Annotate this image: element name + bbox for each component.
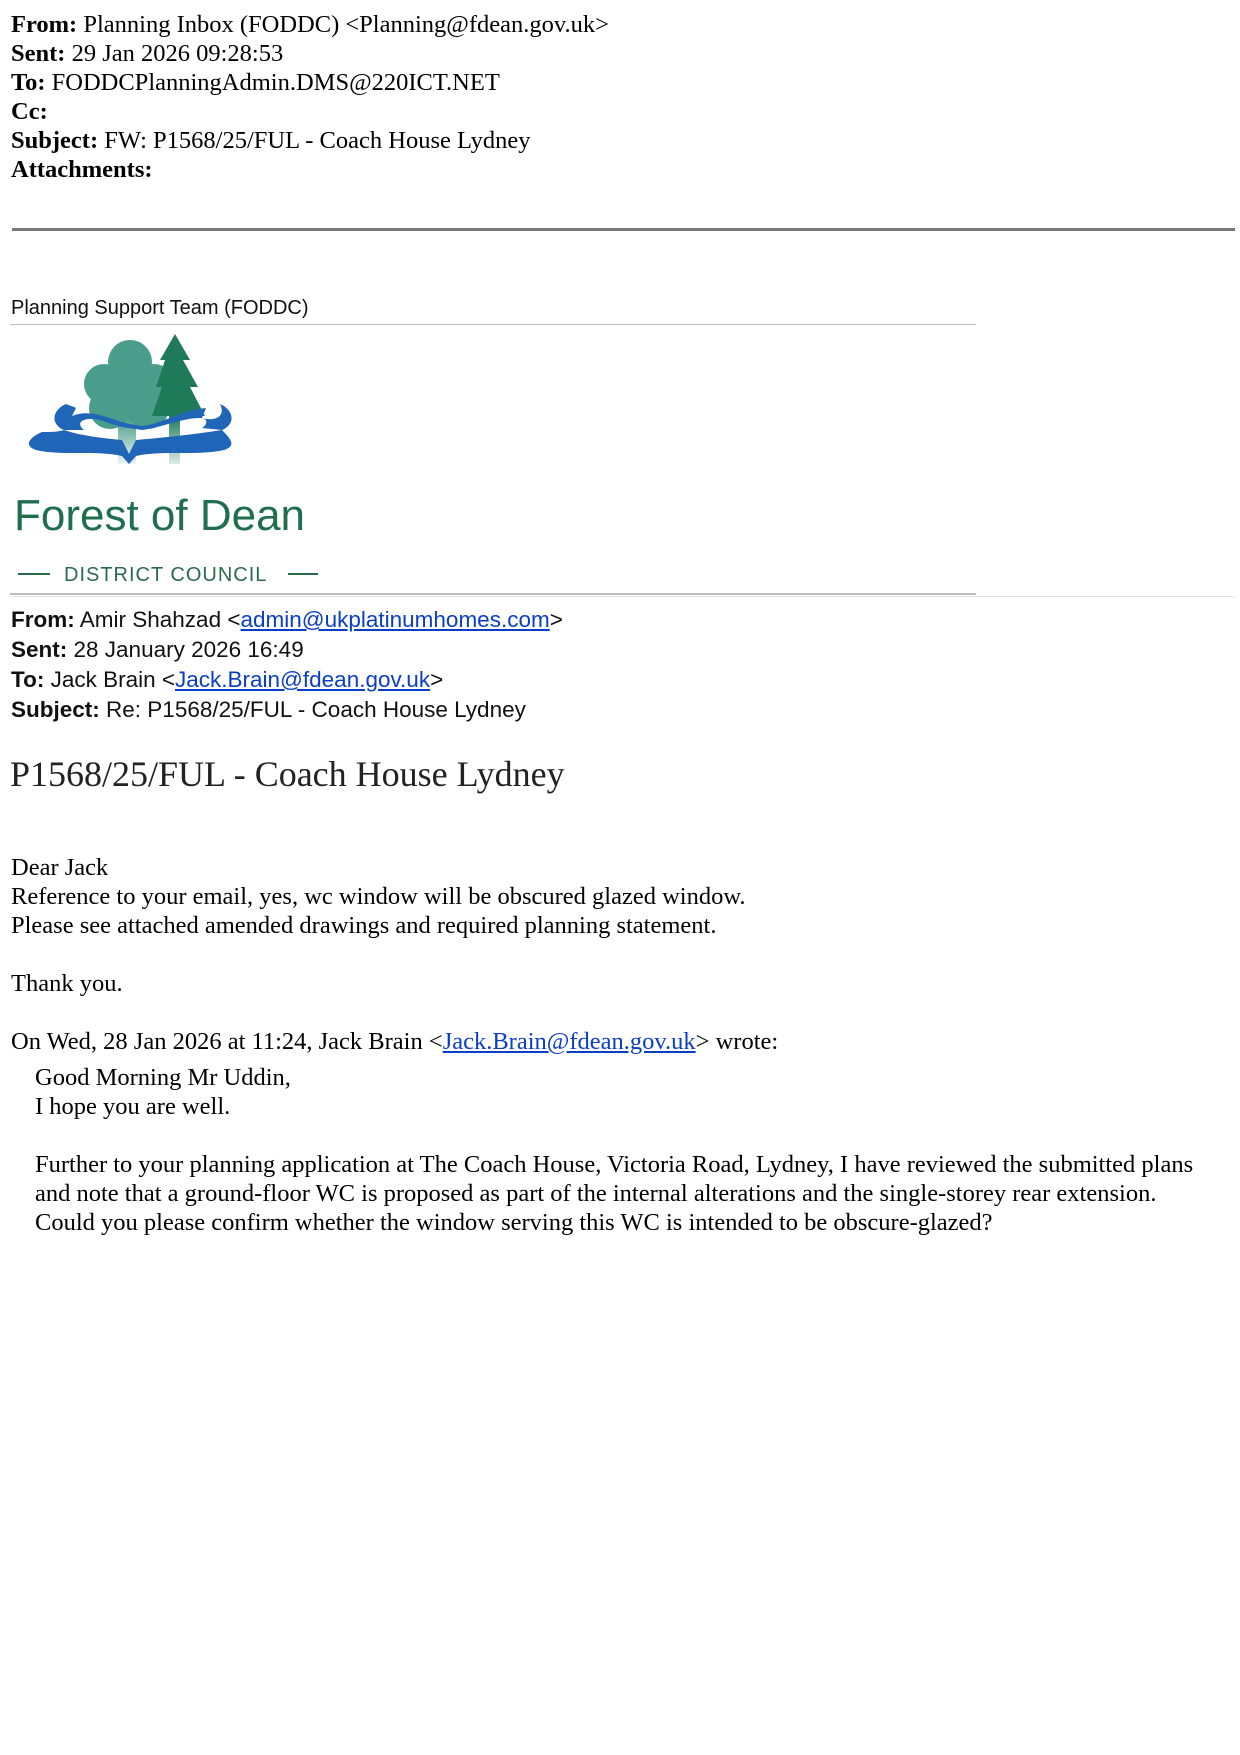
body-greeting: Dear Jack <box>11 854 109 881</box>
outer-from-row <box>11 10 609 39</box>
quote-intro-prefix: On Wed, 28 Jan 2026 at 11:24, Jack Brain < <box>11 1028 443 1055</box>
from-label: From: <box>11 11 78 38</box>
fwd-to-row <box>11 665 563 695</box>
fwd-from-email-link[interactable]: admin@ukplatinumhomes.com <box>240 607 550 632</box>
attachments-label: Attachments: <box>11 156 153 183</box>
quoted-message <box>35 1063 1225 1237</box>
body-line-2: Please see attached amended drawings and required planning statement. <box>11 912 717 939</box>
quoted-greeting: Good Morning Mr Uddin, <box>35 1064 291 1091</box>
quote-intro-suffix: > wrote: <box>695 1028 779 1055</box>
fwd-from-name: Amir Shahzad < <box>79 607 241 632</box>
quoted-para-line-3: Could you please confirm whether the window serving this WC is intended to be obscure-glazed? <box>35 1209 993 1236</box>
fwd-to-label: To: <box>11 667 45 692</box>
sent-label: Sent: <box>11 40 66 67</box>
fwd-from-close: > <box>549 607 563 632</box>
from-value: Planning Inbox (FODDC) <Planning@fdean.gov.uk> <box>83 11 609 38</box>
fwd-sent-value: 28 January 2026 16:49 <box>73 637 304 662</box>
signature-team-name: Planning Support Team (FODDC) <box>11 297 309 319</box>
fwd-subject-label: Subject: <box>11 697 100 722</box>
forward-divider <box>10 596 1235 597</box>
quote-intro <box>11 1027 778 1056</box>
logo-title-text: Forest of Dean <box>14 491 306 540</box>
outer-attachments-row <box>11 155 609 184</box>
body-line-1: Reference to your email, yes, wc window will be obscured glazed window. <box>11 883 746 910</box>
body-thanks: Thank you. <box>11 970 123 997</box>
fwd-from-row <box>11 605 563 635</box>
forest-of-dean-logo <box>12 332 322 592</box>
to-value: FODDCPlanningAdmin.DMS@220ICT.NET <box>51 69 500 96</box>
quoted-para-line-2: and note that a ground-floor WC is proposed as part of the internal alterations and the single-storey rear extension. <box>35 1180 1157 1207</box>
fwd-to-close: > <box>430 667 444 692</box>
outer-to-row <box>11 68 609 97</box>
fwd-subject-row <box>11 695 563 725</box>
quoted-para-line-1: Further to your planning application at The Coach House, Victoria Road, Lydney, I have reviewed the submitted plans <box>35 1151 1194 1178</box>
to-label: To: <box>11 69 46 96</box>
signature-divider-top <box>10 324 976 325</box>
quoted-line-1: I hope you are well. <box>35 1093 231 1120</box>
quote-intro-email-link[interactable]: Jack.Brain@fdean.gov.uk <box>442 1028 696 1055</box>
outer-sent-row <box>11 39 609 68</box>
fwd-from-label: From: <box>11 607 75 632</box>
fwd-sent-label: Sent: <box>11 637 68 662</box>
subject-label: Subject: <box>11 127 99 154</box>
outer-cc-row <box>11 97 609 126</box>
signature-divider-bottom <box>10 593 976 595</box>
cc-label: Cc: <box>11 98 48 125</box>
fwd-subject-value: Re: P1568/25/FUL - Coach House Lydney <box>106 697 526 722</box>
outer-email-header <box>11 10 609 184</box>
outer-subject-row <box>11 126 609 155</box>
message-body <box>11 853 778 1056</box>
fwd-sent-row <box>11 635 563 665</box>
sent-value: 29 Jan 2026 09:28:53 <box>71 40 284 67</box>
header-divider <box>12 228 1235 231</box>
message-title: P1568/25/FUL - Coach House Lydney <box>10 754 565 794</box>
fwd-to-name: Jack Brain < <box>50 667 176 692</box>
forwarded-email-header <box>11 605 563 725</box>
subject-value: FW: P1568/25/FUL - Coach House Lydney <box>104 127 531 154</box>
logo-subtitle-text: DISTRICT COUNCIL <box>64 564 268 586</box>
fwd-to-email-link[interactable]: Jack.Brain@fdean.gov.uk <box>175 667 431 692</box>
